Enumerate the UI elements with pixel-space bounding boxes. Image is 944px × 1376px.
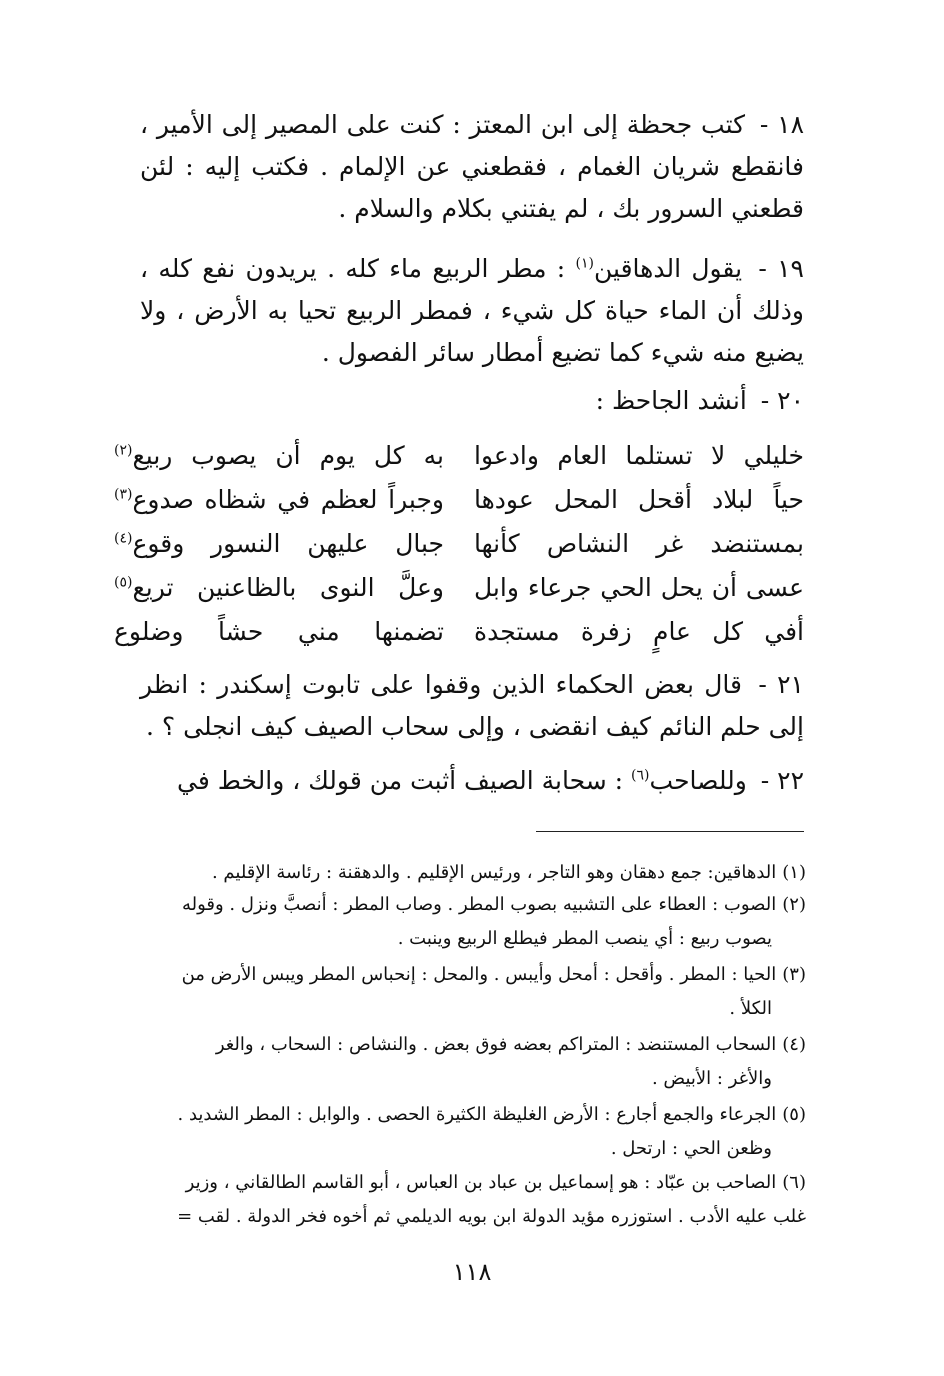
hemistich-text: جبال عليهن النسور وقوع: [132, 529, 444, 558]
paragraph-21: [140, 664, 804, 748]
footnote-divider: [536, 831, 804, 832]
footnote-number: (٦): [782, 1172, 806, 1193]
paragraph-text: قال بعض الحكماء الذين وقفوا على تابوت إسكندر : انظر إلى حلم النائم كيف انقضى ، وإلى سحاب الصيف كيف انجلى ؟ .: [140, 670, 804, 741]
verse-second-hemistich: [114, 566, 444, 610]
poem-verse: [114, 566, 804, 610]
page-number: ١١٨: [452, 1258, 492, 1286]
paragraph-text-start: وللصاحب: [649, 766, 747, 795]
paragraph-number: ١٨ -: [759, 110, 804, 139]
footnote-4: [130, 1028, 806, 1096]
paragraph-number: ١٩ -: [758, 254, 804, 283]
footnote-continuation: غلب عليه الأدب . استوزره مؤيد الدولة ابن بويه الديلمي ثم أخوه فخر الدولة . لقب =: [177, 1206, 806, 1227]
footnote-continuation: وظعن الحي : ارتحل .: [610, 1138, 772, 1159]
paragraph-text-rest: : سحابة الصيف أثبت من قولك ، والخط في: [177, 766, 632, 795]
verse-first-hemistich: خليلي لا تستلما العام وادعوا: [474, 441, 804, 470]
footnote-text: الجرعاء والجمع أجارع : الأرض الغليظة الكثيرة الحصى . والوابل : المطر الشديد .: [177, 1104, 777, 1125]
footnote-ref[interactable]: (٦): [631, 767, 650, 784]
verse-second-hemistich: [114, 478, 444, 522]
paragraph-text: كتب جحظة إلى ابن المعتز : كنت على المصير إلى الأمير ، فانقطع شريان الغمام ، فقطعني عن الإلمام . فكتب إليه : لئن قطعني السرور بك ، لم يفتني بكلام والسلام .: [140, 110, 804, 223]
paragraph-20: [140, 380, 804, 422]
paragraph-19: [140, 248, 804, 374]
footnote-ref[interactable]: (١): [575, 255, 595, 272]
verse-first-hemistich: أفي كل عامٍ زفرة مستجدة: [474, 617, 804, 646]
footnote-number: (٣): [782, 964, 806, 985]
footnote-text: الصاحب بن عبّاد : هو إسماعيل بن عباد بن العباس ، أبو القاسم الطالقاني ، وزير: [185, 1172, 777, 1193]
paragraph-number: ٢١ -: [758, 670, 804, 699]
paragraph-number: ٢٠ -: [760, 386, 804, 415]
paragraph-text: أنشد الجاحظ :: [595, 386, 747, 415]
footnote-number: (٤): [782, 1034, 806, 1055]
footnote-continuation: والأغر : الأبيض .: [651, 1068, 772, 1089]
verse-first-hemistich: حياً لبلاد أقحل المحل عودها: [474, 485, 804, 514]
hemistich-text: تضمنها مني حشاً وضلوع: [114, 617, 444, 646]
footnote-ref[interactable]: (٤): [114, 530, 133, 547]
footnote-text: السحاب المستنضد : المتراكم بعضه فوق بعض . والنشاص : السحاب ، والغر: [215, 1034, 777, 1055]
poem-verse: [114, 478, 804, 522]
footnote-text: الحيا : المطر . وأقحل : أمحل وأيبس . والمحل : إنحباس المطر ويبس الأرض من: [181, 964, 777, 985]
hemistich-text: وجبراً لعظم في شظاه صدوع: [132, 485, 444, 514]
footnote-1: [130, 856, 806, 890]
paragraph-22: [140, 760, 804, 802]
poem-verse: [114, 610, 804, 654]
footnote-text: الدهاقين: جمع دهقان وهو التاجر ، ورئيس الإقليم . والدهقنة : رئاسة الإقليم .: [211, 862, 777, 883]
footnote-number: (٢): [782, 894, 806, 915]
verse-second-hemistich: [114, 610, 444, 654]
paragraph-text-start: يقول الدهاقين: [594, 254, 743, 283]
footnote-2: [130, 888, 806, 956]
verse-second-hemistich: [114, 434, 444, 478]
footnote-ref[interactable]: (٥): [114, 574, 133, 591]
footnote-ref[interactable]: (٢): [114, 442, 133, 459]
verse-first-hemistich: عسى أن يحل الحي جرعاء وابل: [474, 573, 804, 602]
footnote-continuation: الكلأ .: [729, 998, 772, 1019]
poem-verse: [114, 434, 804, 478]
poem-verse: [114, 522, 804, 566]
hemistich-text: به كل يوم أن يصوب ربيع: [132, 441, 444, 470]
paragraph-number: ٢٢ -: [760, 766, 804, 795]
footnote-ref[interactable]: (٣): [114, 486, 133, 503]
verse-second-hemistich: [114, 522, 444, 566]
poem: [114, 434, 804, 654]
footnote-continuation: يصوب ربيع : أي ينصب المطر فيطلع الربيع وينبت .: [397, 928, 772, 949]
footnote-number: (١): [782, 862, 806, 883]
footnote-5: [130, 1098, 806, 1166]
paragraph-18: [140, 104, 804, 230]
verse-first-hemistich: بمستنضد غر النشاص كأنها: [474, 529, 804, 558]
footnote-6: [130, 1166, 806, 1234]
hemistich-text: وعلَّ النوى بالظاعنين تريع: [132, 573, 444, 602]
footnote-text: الصوب : العطاء على التشبيه بصوب المطر . وصاب المطر : أنصبَّ ونزل . وقوله: [181, 894, 777, 915]
footnote-number: (٥): [782, 1104, 806, 1125]
footnote-3: [130, 958, 806, 1026]
paragraph-text-rest: : مطر الربيع ماء كله . يريدون نفع كله ، وذلك أن الماء حياة كل شيء ، فمطر الربيع تحيا به الأرض ، ولا يضيع منه شيء كما تضيع أمطار سائر الفصول .: [140, 254, 804, 367]
